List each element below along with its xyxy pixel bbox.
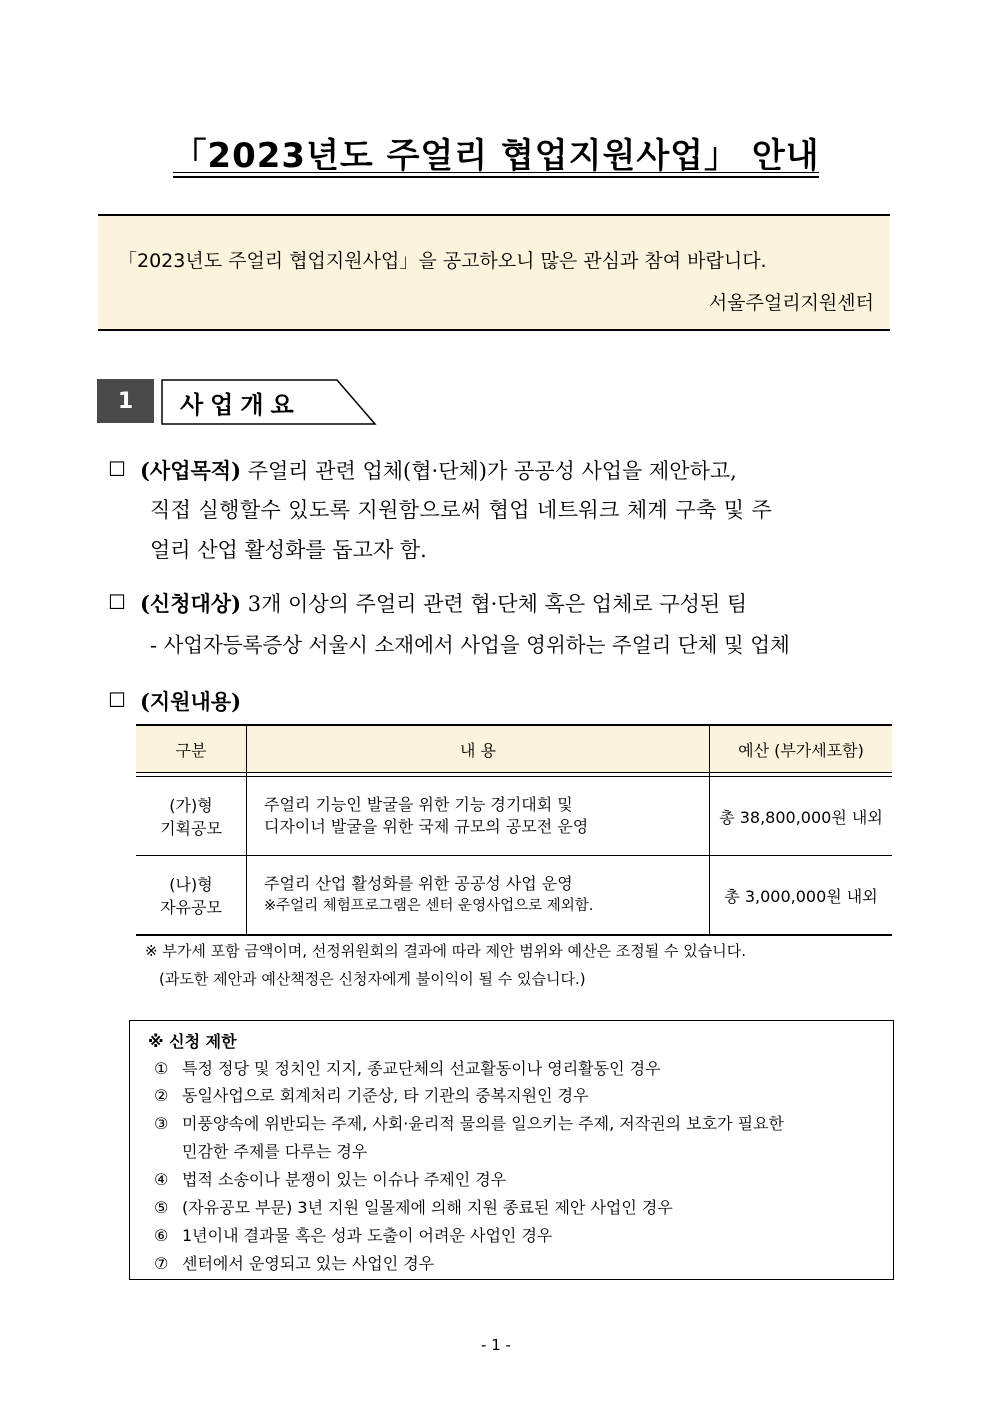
limits-title: ※ 신청 제한: [148, 1032, 237, 1051]
notice-signature: 서울주얼리지원센터: [708, 292, 874, 314]
section-number: 1: [97, 379, 154, 423]
notice-box: [98, 214, 890, 331]
header-content: 내 용: [247, 725, 710, 773]
purpose-line3: 얼리 산업 활성화를 돕고자 함.: [150, 538, 427, 562]
checkbox-icon: ☐: [108, 457, 126, 481]
support-note-sub: (과도한 제안과 예산책정은 신청자에게 불이익이 될 수 있습니다.): [159, 970, 586, 988]
limit-item: ① 특정 정당 및 정치인 지지, 종교단체의 선교활동이나 영리활동인 경우: [154, 1059, 661, 1078]
checkbox-icon: ☐: [108, 590, 126, 614]
page-number: - 1 -: [481, 1336, 511, 1354]
purpose-line1: (사업목적) 주얼리 관련 업체(협·단체)가 공공성 사업을 제안하고,: [140, 458, 737, 483]
limit-item: ② 동일사업으로 회계처리 기준상, 타 기관의 중복지원인 경우: [154, 1086, 589, 1105]
target-line1: (신청대상) 3개 이상의 주얼리 관련 협·단체 혹은 업체로 구성된 팀: [140, 591, 748, 616]
limit-item: ⑦ 센터에서 운영되고 있는 사업인 경우: [154, 1254, 435, 1273]
target-label: (신청대상): [140, 591, 242, 616]
header-type: 구분: [136, 725, 247, 773]
limit-item: ⑤ (자유공모 부문) 3년 지원 일몰제에 의해 지원 종료된 제안 사업인 경우: [154, 1198, 673, 1217]
table-row: [136, 856, 892, 936]
title-underline-thick: [173, 176, 819, 178]
title-underline: [173, 172, 819, 173]
limit-item: ④ 법적 소송이나 분쟁이 있는 이슈나 주제인 경우: [154, 1170, 507, 1189]
header-budget: 예산 (부가세포함): [710, 725, 893, 773]
limit-item: ③ 미풍양속에 위반되는 주제, 사회·윤리적 물의를 일으키는 주제, 저작권의 보호가 필요한: [154, 1114, 784, 1133]
limit-item: 민감한 주제를 다루는 경우: [182, 1142, 368, 1161]
support-note: ※ 부가세 포함 금액이며, 선정위원회의 결과에 따라 제안 범위와 예산은 조정될 수 있습니다.: [145, 942, 746, 960]
row-budget: 총 3,000,000원 내외: [710, 856, 893, 936]
purpose-line2: 직접 실행할수 있도록 지원함으로써 협업 네트워크 체계 구축 및 주: [150, 498, 773, 522]
row-content: 주얼리 산업 활성화를 위한 공공성 사업 운영 ※주얼리 체험프로그램은 센터 운영사업으로 제외함.: [247, 856, 710, 936]
page-title: 「2023년도 주얼리 협업지원사업」 안내: [172, 136, 820, 176]
row-budget: 총 38,800,000원 내외: [710, 777, 893, 856]
support-label: (지원내용): [140, 689, 242, 714]
section-title: 사업개요: [180, 391, 301, 419]
limit-item: ⑥ 1년이내 결과물 혹은 성과 도출이 어려운 사업인 경우: [154, 1226, 553, 1245]
application-limits-box: [129, 1020, 894, 1280]
support-table: [136, 724, 892, 936]
purpose-label: (사업목적): [140, 458, 242, 483]
row-content: 주얼리 기능인 발굴을 위한 기능 경기대회 및 디자이너 발굴을 위한 국제 규모의 공모전 운영: [247, 777, 710, 856]
table-row: [136, 777, 892, 856]
row-type: (나)형 자유공모: [136, 856, 247, 936]
target-line2: - 사업자등록증상 서울시 소재에서 사업을 영위하는 주얼리 단체 및 업체: [150, 633, 790, 657]
table-header-row: [136, 725, 892, 773]
row-type: (가)형 기획공모: [136, 777, 247, 856]
notice-text: 「2023년도 주얼리 협업지원사업」을 공고하오니 많은 관심과 참여 바랍니다.: [118, 250, 767, 272]
checkbox-icon: ☐: [108, 688, 126, 712]
